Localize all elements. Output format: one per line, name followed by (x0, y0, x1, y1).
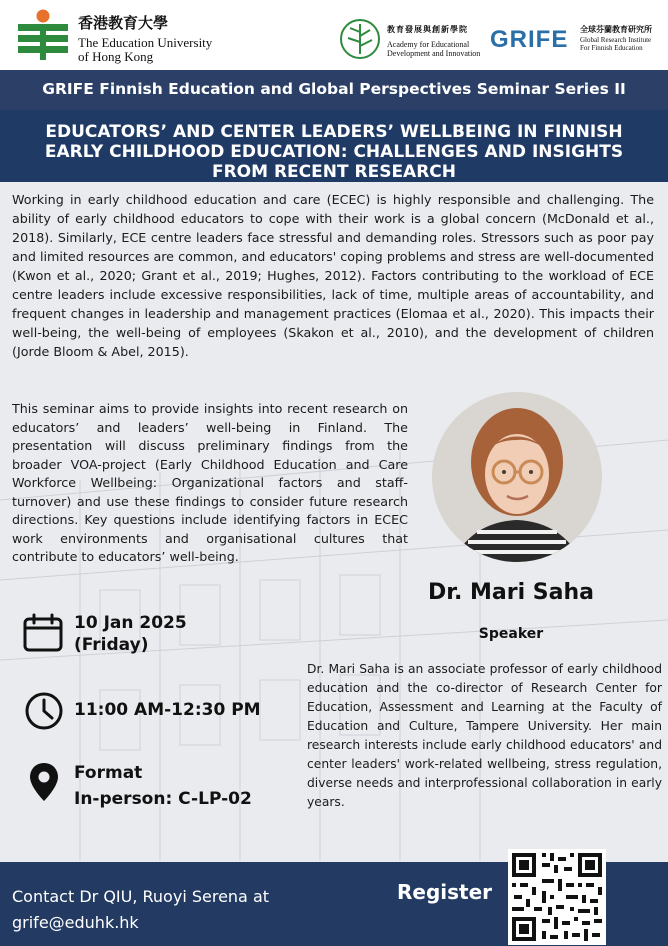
grife-name-en (580, 36, 668, 52)
register-qr-code[interactable] (508, 849, 606, 945)
seminar-title-line3: FROM RECENT RESEARCH (211, 162, 457, 182)
event-date-value: 10 Jan 2025 (74, 613, 187, 633)
adi-name-zh: 教育發展與創新學院 (387, 24, 468, 34)
eduhk-name-zh: 香港教育大學 (78, 14, 169, 32)
event-format-label: Format (74, 763, 143, 783)
contact-line: Contact Dr QIU, Ruoyi Serena at (12, 887, 270, 906)
seminar-title (10, 122, 658, 182)
series-title: GRIFE Finnish Education and Global Perspectives Seminar Series II (42, 80, 626, 98)
grife-name-en-line2: For Finnish Education (580, 44, 643, 52)
register-label: Register (397, 880, 493, 904)
eduhk-name-en-line1: The Education University (78, 35, 213, 50)
seminar-title-line2: EARLY CHILDHOOD EDUCATION: CHALLENGES AND INSIGHTS (44, 142, 624, 162)
contact-email-link[interactable]: grife@eduhk.hk (12, 913, 139, 932)
aim-paragraph: This seminar aims to provide insights into recent research on educators’ and leaders’ well-being in Finland. The presentation will discuss preliminary findings from the broader VOA-project (Early Childhood Education and Care Workforce Wellbeing: Organizational factors and staff-turnover) and use these findings to consider future research directions. Key questions include identifying factors in ECEC work environments and organisational cultures that contribute to educators’ well-being. (12, 401, 408, 564)
speaker-role: Speaker (478, 626, 544, 642)
location-pin-icon (29, 762, 59, 802)
speaker-name: Dr. Mari Saha (428, 580, 594, 605)
adi-name-en-line1: Academy for Educational (387, 40, 470, 49)
grife-name-zh: 全球芬蘭教育研究所 (580, 25, 652, 34)
eduhk-name-en-line2: of Hong Kong (78, 49, 154, 64)
event-format-value: In-person: C-LP-02 (74, 789, 252, 809)
eduhk-logo-icon (14, 8, 72, 62)
grife-name-en-line1: Global Research Institute (580, 36, 652, 44)
adi-name-en (387, 40, 497, 58)
header-logos (0, 0, 668, 70)
clock-icon (24, 691, 64, 731)
intro-paragraph: Working in early childhood education and care (ECEC) is highly responsible and challenging. The ability of early childhood educators to cope with their work is a global concern (McDonald et al., 2018). Similarly, ECE centre leaders face stressful and demanding roles. Stressors such as poor pay and limited resources are common, and educators' coping problems and stress are well-documented (Kwon et al., 2020; Grant et al., 2019; Hughes, 2012). Factors contributing to the workload of ECE centre leaders include excessive responsibilities, lack of time, multiple areas of accountability, and frequent changes in leadership and management practices (Elomaa et al., 2020). This impacts their well-being, the well-being of employees (Skakon et al., 2010), and the development of children (Jorde Bloom & Abel, 2015). (12, 192, 654, 359)
series-banner (0, 70, 668, 110)
seminar-title-line1: EDUCATORS’ AND CENTER LEADERS’ WELLBEING IN FINNISH (45, 122, 623, 142)
event-time: 11:00 AM-12:30 PM (74, 700, 261, 720)
contact-info (12, 884, 269, 936)
event-date (74, 612, 187, 656)
grife-logo-text: GRIFE (490, 26, 569, 53)
seminar-title-banner (0, 110, 668, 182)
adi-name-en-line2: Development and Innovation (387, 49, 481, 58)
speaker-photo (432, 392, 602, 562)
event-day: (Friday) (74, 635, 149, 655)
speaker-portrait-illustration (432, 392, 602, 562)
adi-logo-icon (338, 18, 382, 60)
event-format (74, 760, 252, 812)
eduhk-name-en (78, 36, 228, 64)
speaker-bio: Dr. Mari Saha is an associate professor of early childhood education and the co-director of Research Center for Education, Assessment and Learning at the Faculty of Education and Culture, Tampere University. Her main research interests include early childhood educators' and center leaders' work-related wellbeing, stress regulation, diverse needs and interprofessional collaboration in early years. (307, 662, 662, 809)
calendar-icon (22, 613, 64, 653)
